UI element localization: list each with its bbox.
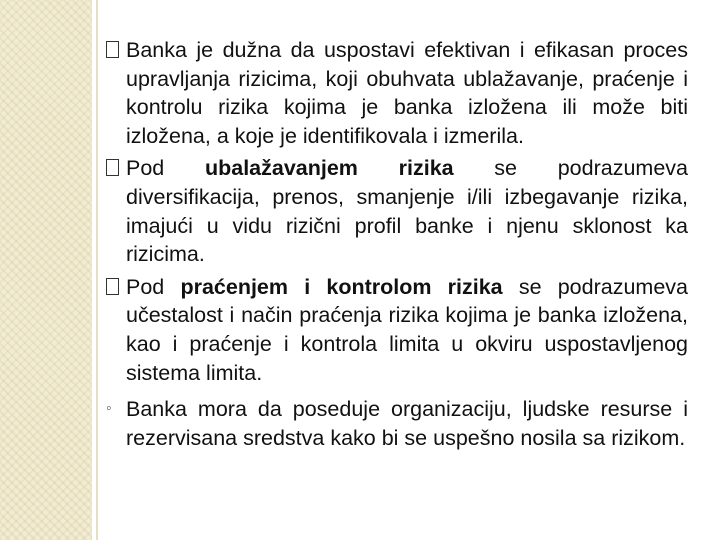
bullet-item-mitigation — [106, 154, 688, 268]
square-bullet-icon — [106, 41, 119, 58]
bullet-text: Banka je dužna da uspostavi efektivan i efikasan proces upravljanja rizicima, koji obuhvata ublažavanje, praćenje i kontrolu rizika kojima je banka izložena ili može biti izložena, a koje je identifikovala i izmerila. — [126, 38, 688, 148]
bullet-text-bold: praćenjem i kontrolom rizika — [180, 274, 503, 299]
decorative-side-strip — [0, 0, 92, 540]
bullet-text-pre: Pod — [126, 274, 181, 299]
bullet-text-post: se podrazumeva diversifikacija, prenos, smanjenje i/ili izbegavanje rizika, imajući u vidu rizični profil banke i njenu sklonost ka rizicima. — [126, 156, 688, 267]
slide-content — [106, 36, 688, 456]
bullet-item-risk-management — [106, 36, 688, 150]
bullet-text-bold: ubalažavanjem rizika — [204, 156, 454, 181]
bullet-text-post: se podrazumeva učestalost i način praćenja rizika kojima je banka izložena, kao i praćenje i kontrola limita u okviru uspostavljenog sistema limita. — [126, 274, 688, 385]
square-bullet-icon — [106, 159, 119, 176]
sub-bullet-text: Banka mora da poseduje organizaciju, ljudske resurse i rezervisana sredstva kako bi se uspešno nosila sa rizikom. — [126, 397, 688, 450]
sub-bullet-item-organization — [106, 395, 688, 452]
decorative-divider — [96, 0, 98, 540]
circle-bullet-icon: ◦ — [106, 400, 112, 418]
bullet-text-pre: Pod — [126, 156, 205, 181]
bullet-item-monitoring — [106, 273, 688, 387]
square-bullet-icon — [106, 278, 119, 295]
